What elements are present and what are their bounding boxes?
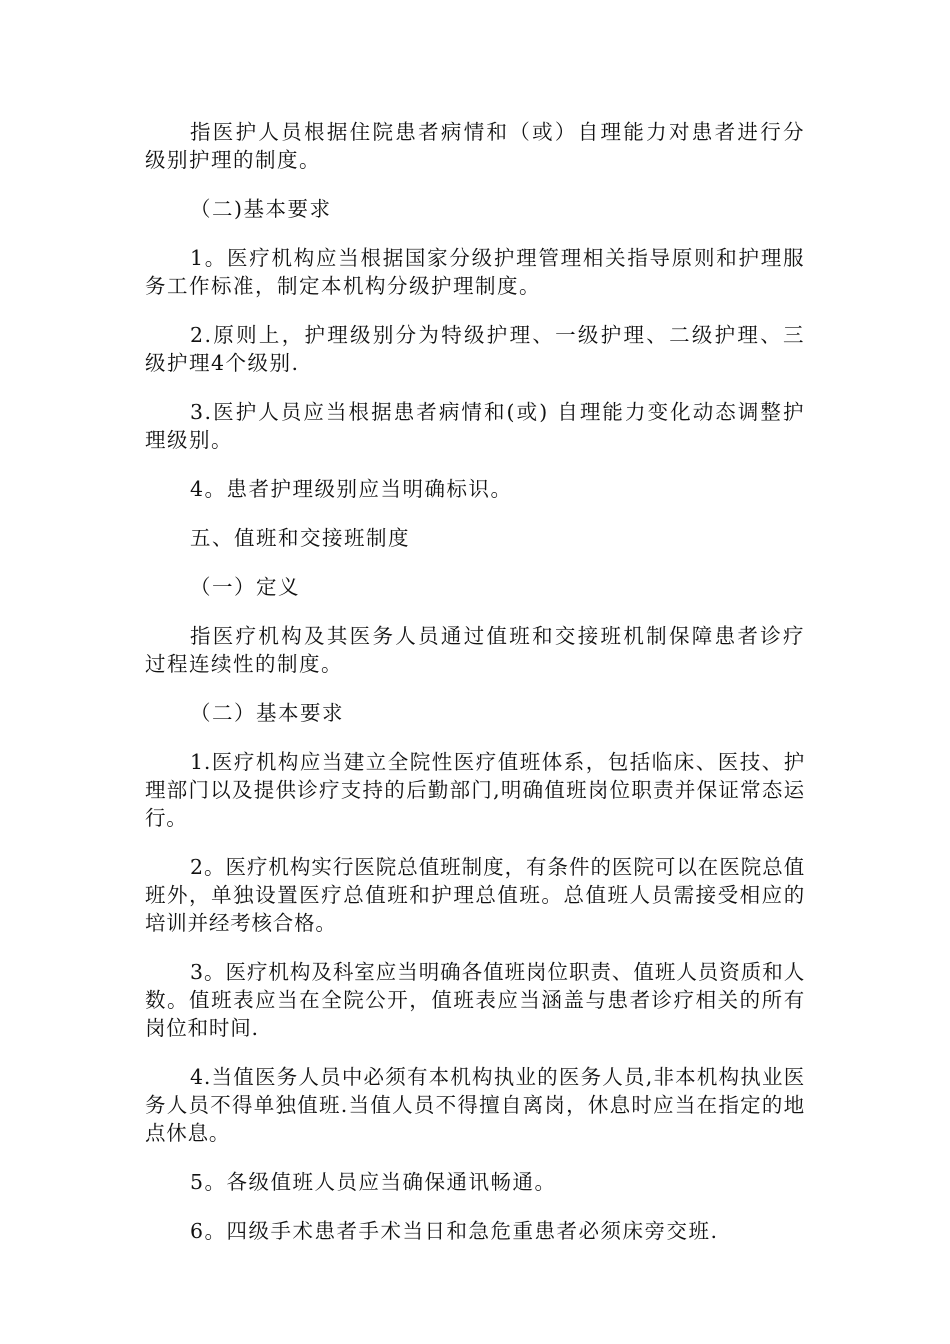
paragraph-item-6-duty: 6。四级手术患者手术当日和急危重患者必须床旁交班. bbox=[190, 1219, 719, 1243]
paragraph-definition-nursing: 指医护人员根据住院患者病情和（或）自理能力对患者进行分级别护理的制度。 bbox=[145, 120, 805, 172]
paragraph-item-5-duty: 5。各级值班人员应当确保通讯畅通。 bbox=[190, 1170, 557, 1194]
section-heading-duty-shift: 五、值班和交接班制度 bbox=[190, 526, 410, 550]
subheading-basic-requirements-nursing: （二)基本要求 bbox=[190, 197, 332, 221]
paragraph-item-3-nursing: 3.医护人员应当根据患者病情和(或) 自理能力变化动态调整护理级别。 bbox=[145, 400, 805, 452]
paragraph-item-4-duty: 4.当值医务人员中必须有本机构执业的医务人员,非本机构执业医务人员不得单独值班.当值人员不得擅自离岗，休息时应当在指定的地点休息。 bbox=[145, 1065, 805, 1145]
subheading-definition-duty: （一）定义 bbox=[190, 575, 300, 599]
paragraph-definition-duty: 指医疗机构及其医务人员通过值班和交接班机制保障患者诊疗过程连续性的制度。 bbox=[145, 624, 805, 676]
paragraph-item-1-duty: 1.医疗机构应当建立全院性医疗值班体系，包括临床、医技、护理部门以及提供诊疗支持的后勤部门,明确值班岗位职责并保证常态运行。 bbox=[145, 750, 805, 830]
paragraph-item-1-nursing: 1。医疗机构应当根据国家分级护理管理相关指导原则和护理服务工作标准，制定本机构分级护理制度。 bbox=[145, 246, 805, 298]
paragraph-item-2-duty: 2。医疗机构实行医院总值班制度，有条件的医院可以在医院总值班外，单独设置医疗总值班和护理总值班。总值班人员需接受相应的培训并经考核合格。 bbox=[145, 855, 805, 935]
subheading-basic-requirements-duty: （二）基本要求 bbox=[190, 701, 344, 725]
paragraph-item-2-nursing: 2.原则上，护理级别分为特级护理、一级护理、二级护理、三级护理4个级别. bbox=[145, 323, 805, 375]
document-body bbox=[145, 118, 805, 1266]
paragraph-item-4-nursing: 4。患者护理级别应当明确标识。 bbox=[190, 477, 513, 501]
paragraph-item-3-duty: 3。医疗机构及科室应当明确各值班岗位职责、值班人员资质和人数。值班表应当在全院公开，值班表应当涵盖与患者诊疗相关的所有岗位和时间. bbox=[145, 960, 805, 1040]
